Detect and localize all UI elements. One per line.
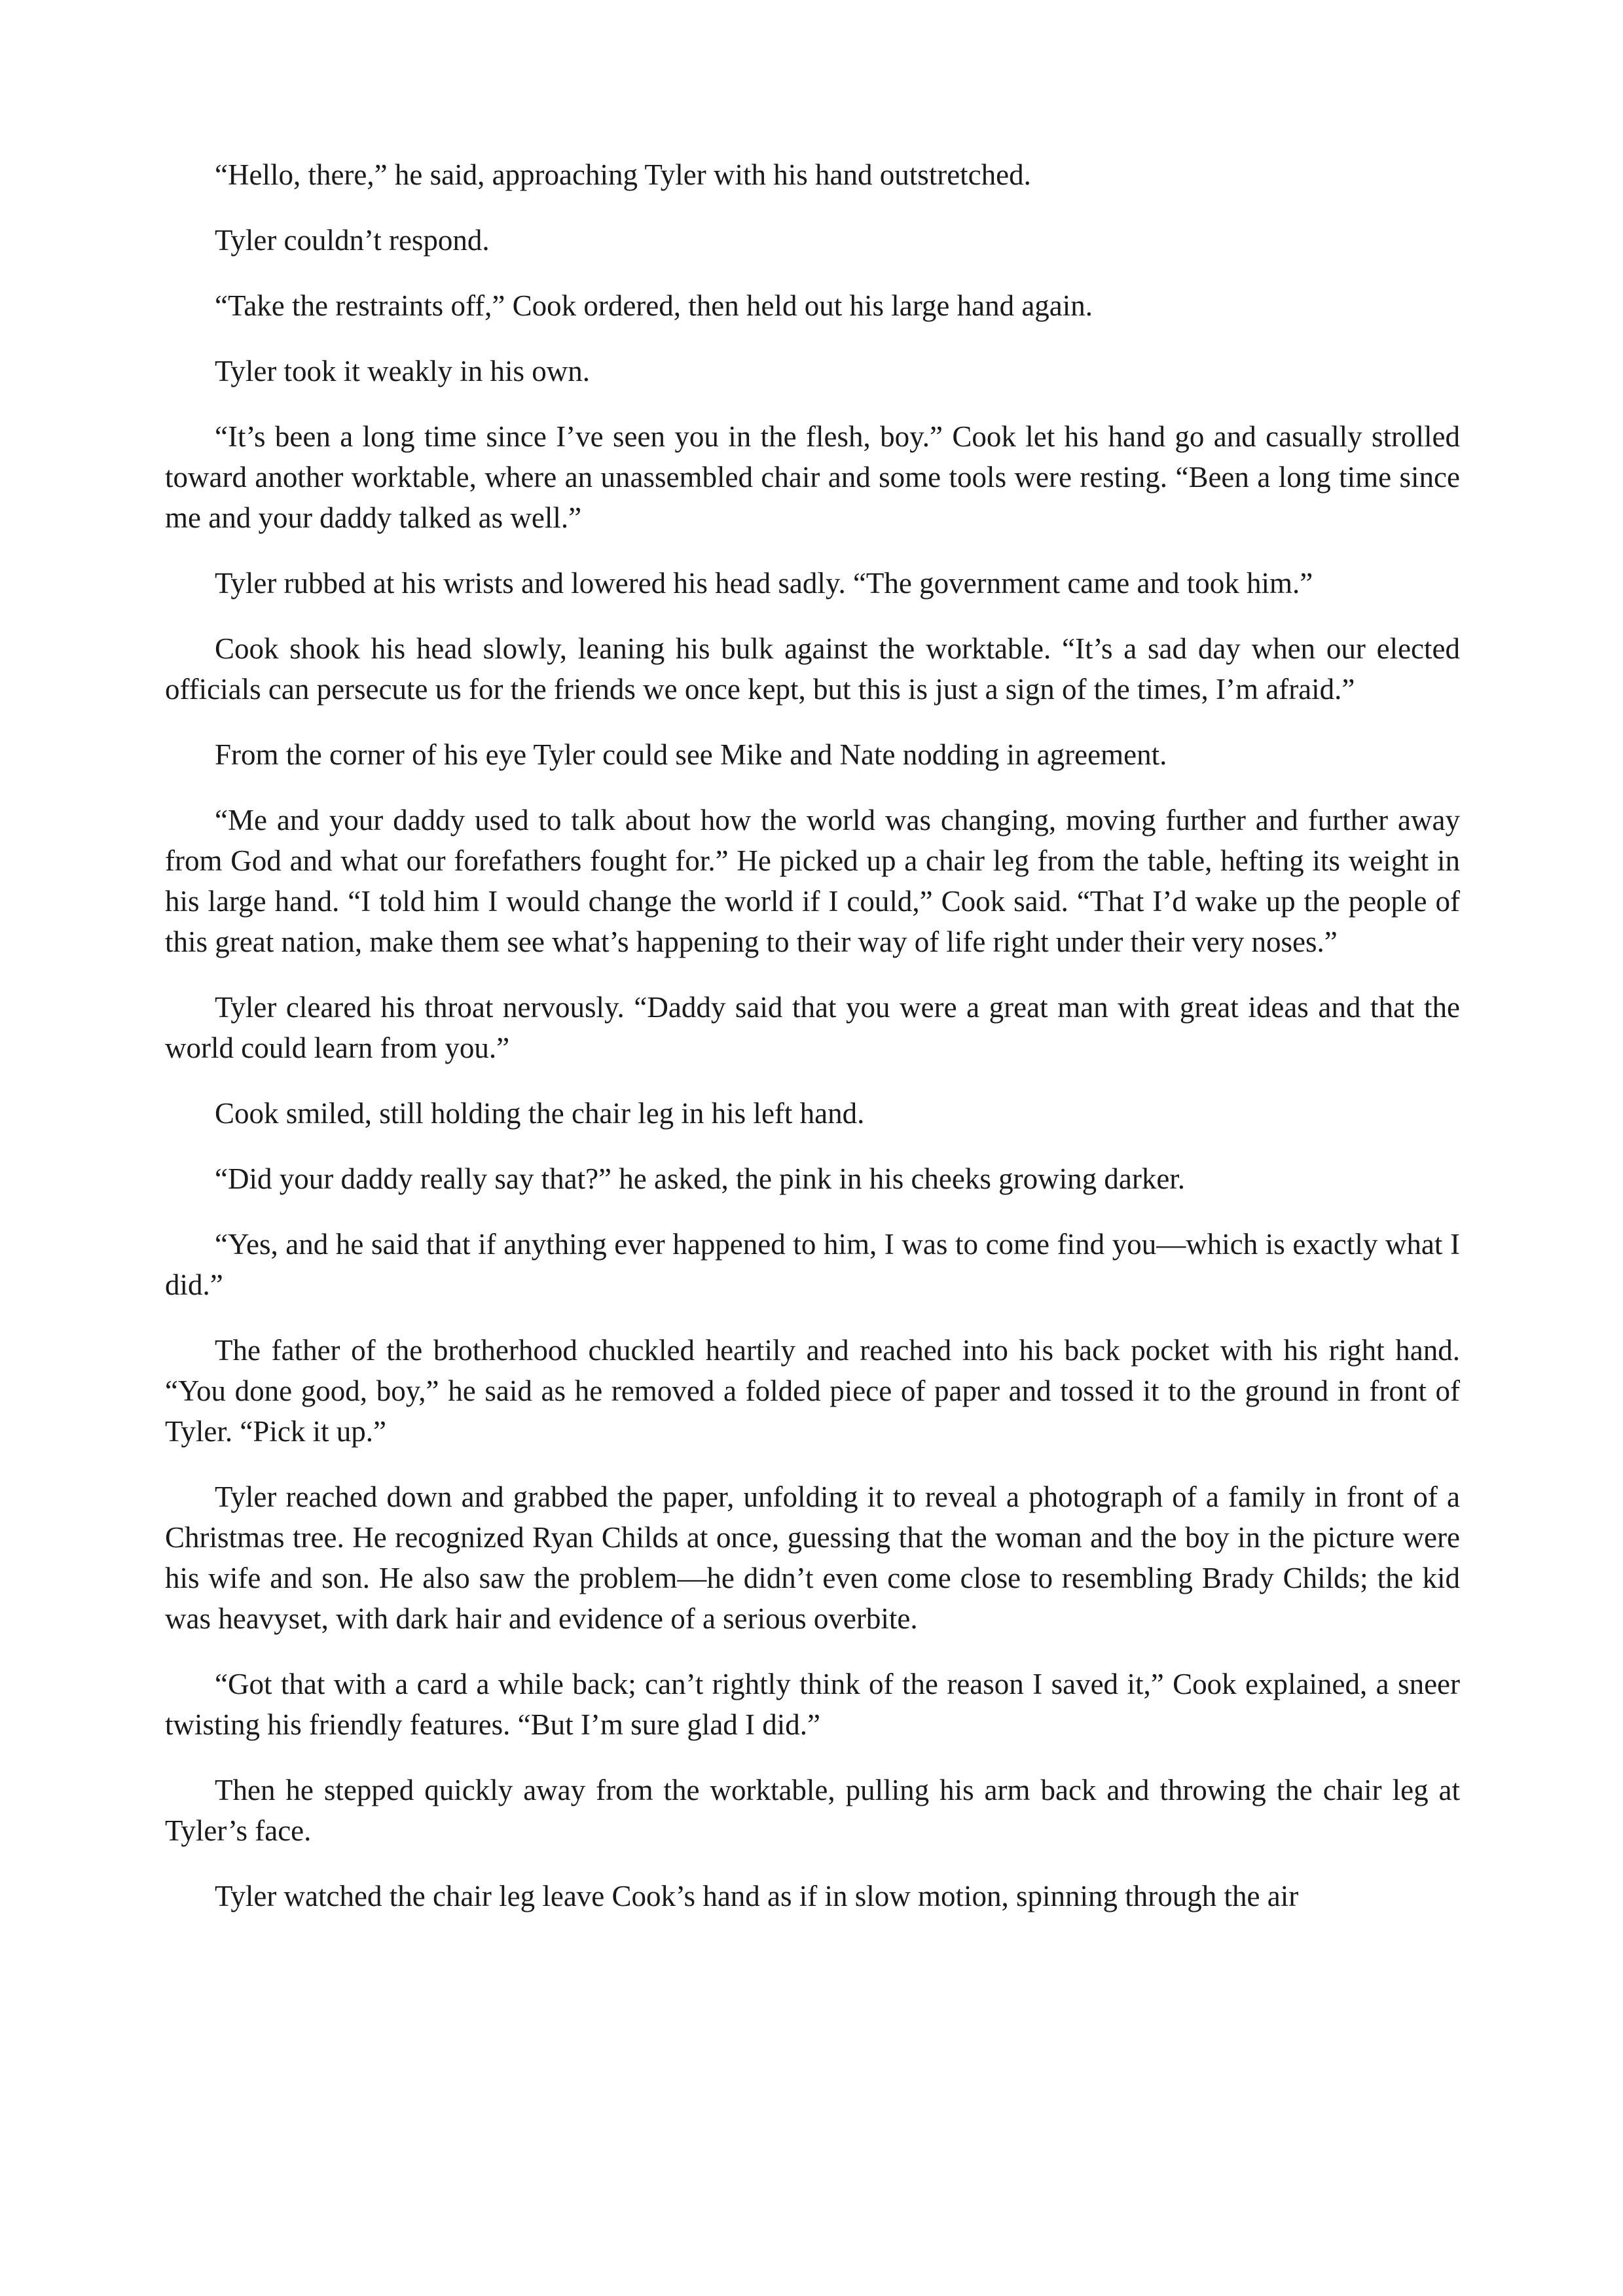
paragraph: Tyler rubbed at his wrists and lowered his head sadly. “The government came and took him.” bbox=[215, 567, 1313, 600]
paragraph: “Take the restraints off,” Cook ordered, then held out his large hand again. bbox=[215, 289, 1093, 322]
paragraph: “Me and your daddy used to talk about how the world was changing, moving further and further away from God and what our forefathers fought for.” He picked up a chair leg from the table, hefting its weight in his large hand. “I told him I would change the world if I could,” Cook said. “That I’d wake up the people of this great nation, make them see what’s happening to their way of life right under their very noses.” bbox=[165, 804, 1460, 958]
page-body bbox=[165, 154, 1460, 1941]
paragraph: Tyler reached down and grabbed the paper, unfolding it to reveal a photograph of a family in front of a Christmas tree. He recognized Ryan Childs at once, guessing that the woman and the boy in the picture were his wife and son. He also saw the problem—he didn’t even come close to resembling Brady Childs; the kid was heavyset, with dark hair and evidence of a serious overbite. bbox=[165, 1480, 1460, 1635]
paragraph: Tyler took it weakly in his own. bbox=[215, 355, 591, 387]
paragraph: “Got that with a card a while back; can’t rightly think of the reason I saved it,” Cook explained, a sneer twisting his friendly features. “But I’m sure glad I did.” bbox=[165, 1668, 1460, 1741]
paragraph: “It’s been a long time since I’ve seen you in the flesh, boy.” Cook let his hand go and casually strolled toward another worktable, where an unassembled chair and some tools were resting. “Been a long time since me and your daddy talked as well.” bbox=[165, 420, 1460, 534]
paragraph: From the corner of his eye Tyler could see Mike and Nate nodding in agreement. bbox=[215, 738, 1167, 771]
paragraph: Cook smiled, still holding the chair leg in his left hand. bbox=[215, 1097, 865, 1130]
paragraph: Tyler watched the chair leg leave Cook’s hand as if in slow motion, spinning through the air bbox=[215, 1880, 1299, 1912]
paragraph: Tyler cleared his throat nervously. “Daddy said that you were a great man with great ideas and that the world could learn from you.” bbox=[165, 991, 1460, 1064]
paragraph: “Yes, and he said that if anything ever happened to him, I was to come find you—which is exactly what I did.” bbox=[165, 1228, 1460, 1301]
paragraph: Cook shook his head slowly, leaning his bulk against the worktable. “It’s a sad day when our elected officials can persecute us for the friends we once kept, but this is just a sign of the times, I’m afraid.” bbox=[165, 632, 1460, 706]
paragraph: “Hello, there,” he said, approaching Tyler with his hand outstretched. bbox=[215, 158, 1031, 191]
paragraph: “Did your daddy really say that?” he asked, the pink in his cheeks growing darker. bbox=[215, 1162, 1186, 1195]
paragraph: Tyler couldn’t respond. bbox=[215, 224, 490, 257]
paragraph: The father of the brotherhood chuckled heartily and reached into his back pocket with his right hand. “You done good, boy,” he said as he removed a folded piece of paper and tossed it to the ground in front of Tyler. “Pick it up.” bbox=[165, 1334, 1460, 1448]
paragraph: Then he stepped quickly away from the worktable, pulling his arm back and throwing the chair leg at Tyler’s face. bbox=[165, 1774, 1460, 1847]
